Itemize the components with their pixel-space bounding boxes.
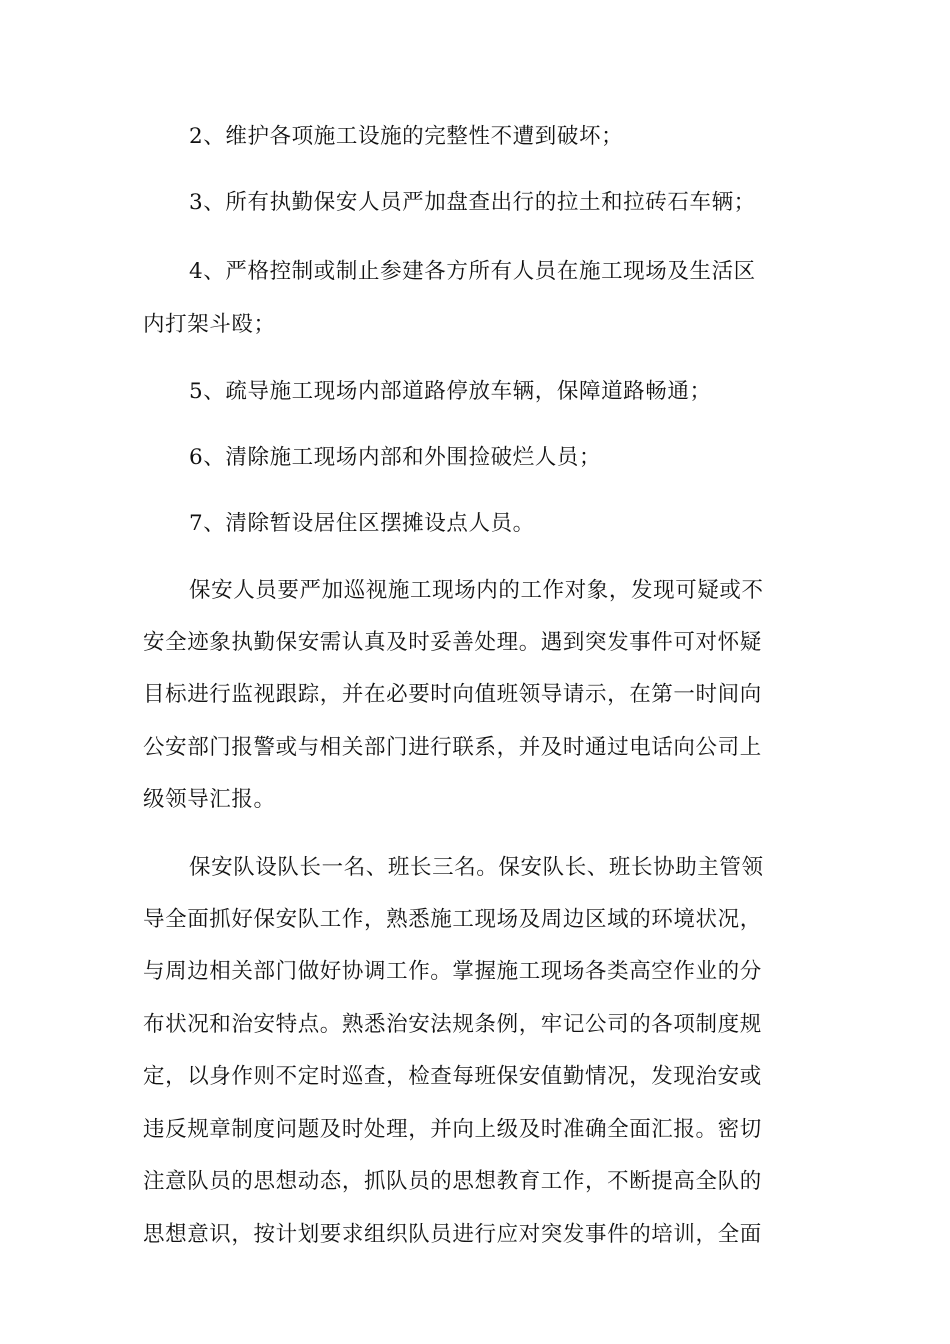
- text-line: 安全迹象执勤保安需认真及时妥善处理。遇到突发事件可对怀疑: [143, 630, 762, 655]
- text-line: 导全面抓好保安队工作，熟悉施工现场及周边区域的环境状况，: [143, 907, 762, 932]
- text-line: 定，以身作则不定时巡查，检查每班保安值勤情况，发现治安或: [143, 1064, 762, 1089]
- text-line: 保安队设队长一名、班长三名。保安队长、班长协助主管领: [189, 855, 764, 880]
- text-line: 保安人员要严加巡视施工现场内的工作对象，发现可疑或不: [189, 578, 764, 603]
- text-line: 违反规章制度问题及时处理，并向上级及时准确全面汇报。密切: [143, 1117, 762, 1142]
- text-line: 级领导汇报。: [143, 787, 276, 812]
- text-line: 注意队员的思想动态，抓队员的思想教育工作，不断提高全队的: [143, 1169, 762, 1194]
- text-line: 与周边相关部门做好协调工作。掌握施工现场各类高空作业的分: [143, 959, 762, 984]
- text-line: 7、清除暂设居住区摆摊设点人员。: [189, 511, 535, 536]
- text-line: 思想意识，按计划要求组织队员进行应对突发事件的培训，全面: [143, 1222, 762, 1247]
- text-line: 6、清除施工现场内部和外围捡破烂人员；: [189, 445, 602, 470]
- text-line: 5、疏导施工现场内部道路停放车辆，保障道路畅通；: [189, 379, 712, 404]
- text-line: 布状况和治安特点。熟悉治安法规条例，牢记公司的各项制度规: [143, 1012, 762, 1037]
- text-line: 3、所有执勤保安人员严加盘查出行的拉土和拉砖石车辆；: [189, 190, 756, 215]
- text-line: 2、维护各项施工设施的完整性不遭到破坏；: [189, 124, 624, 149]
- text-line: 4、严格控制或制止参建各方所有人员在施工现场及生活区: [189, 259, 756, 284]
- text-line: 目标进行监视跟踪，并在必要时向值班领导请示，在第一时间向: [143, 682, 762, 707]
- text-line: 公安部门报警或与相关部门进行联系，并及时通过电话向公司上: [143, 735, 762, 760]
- text-line: 内打架斗殴；: [143, 312, 276, 337]
